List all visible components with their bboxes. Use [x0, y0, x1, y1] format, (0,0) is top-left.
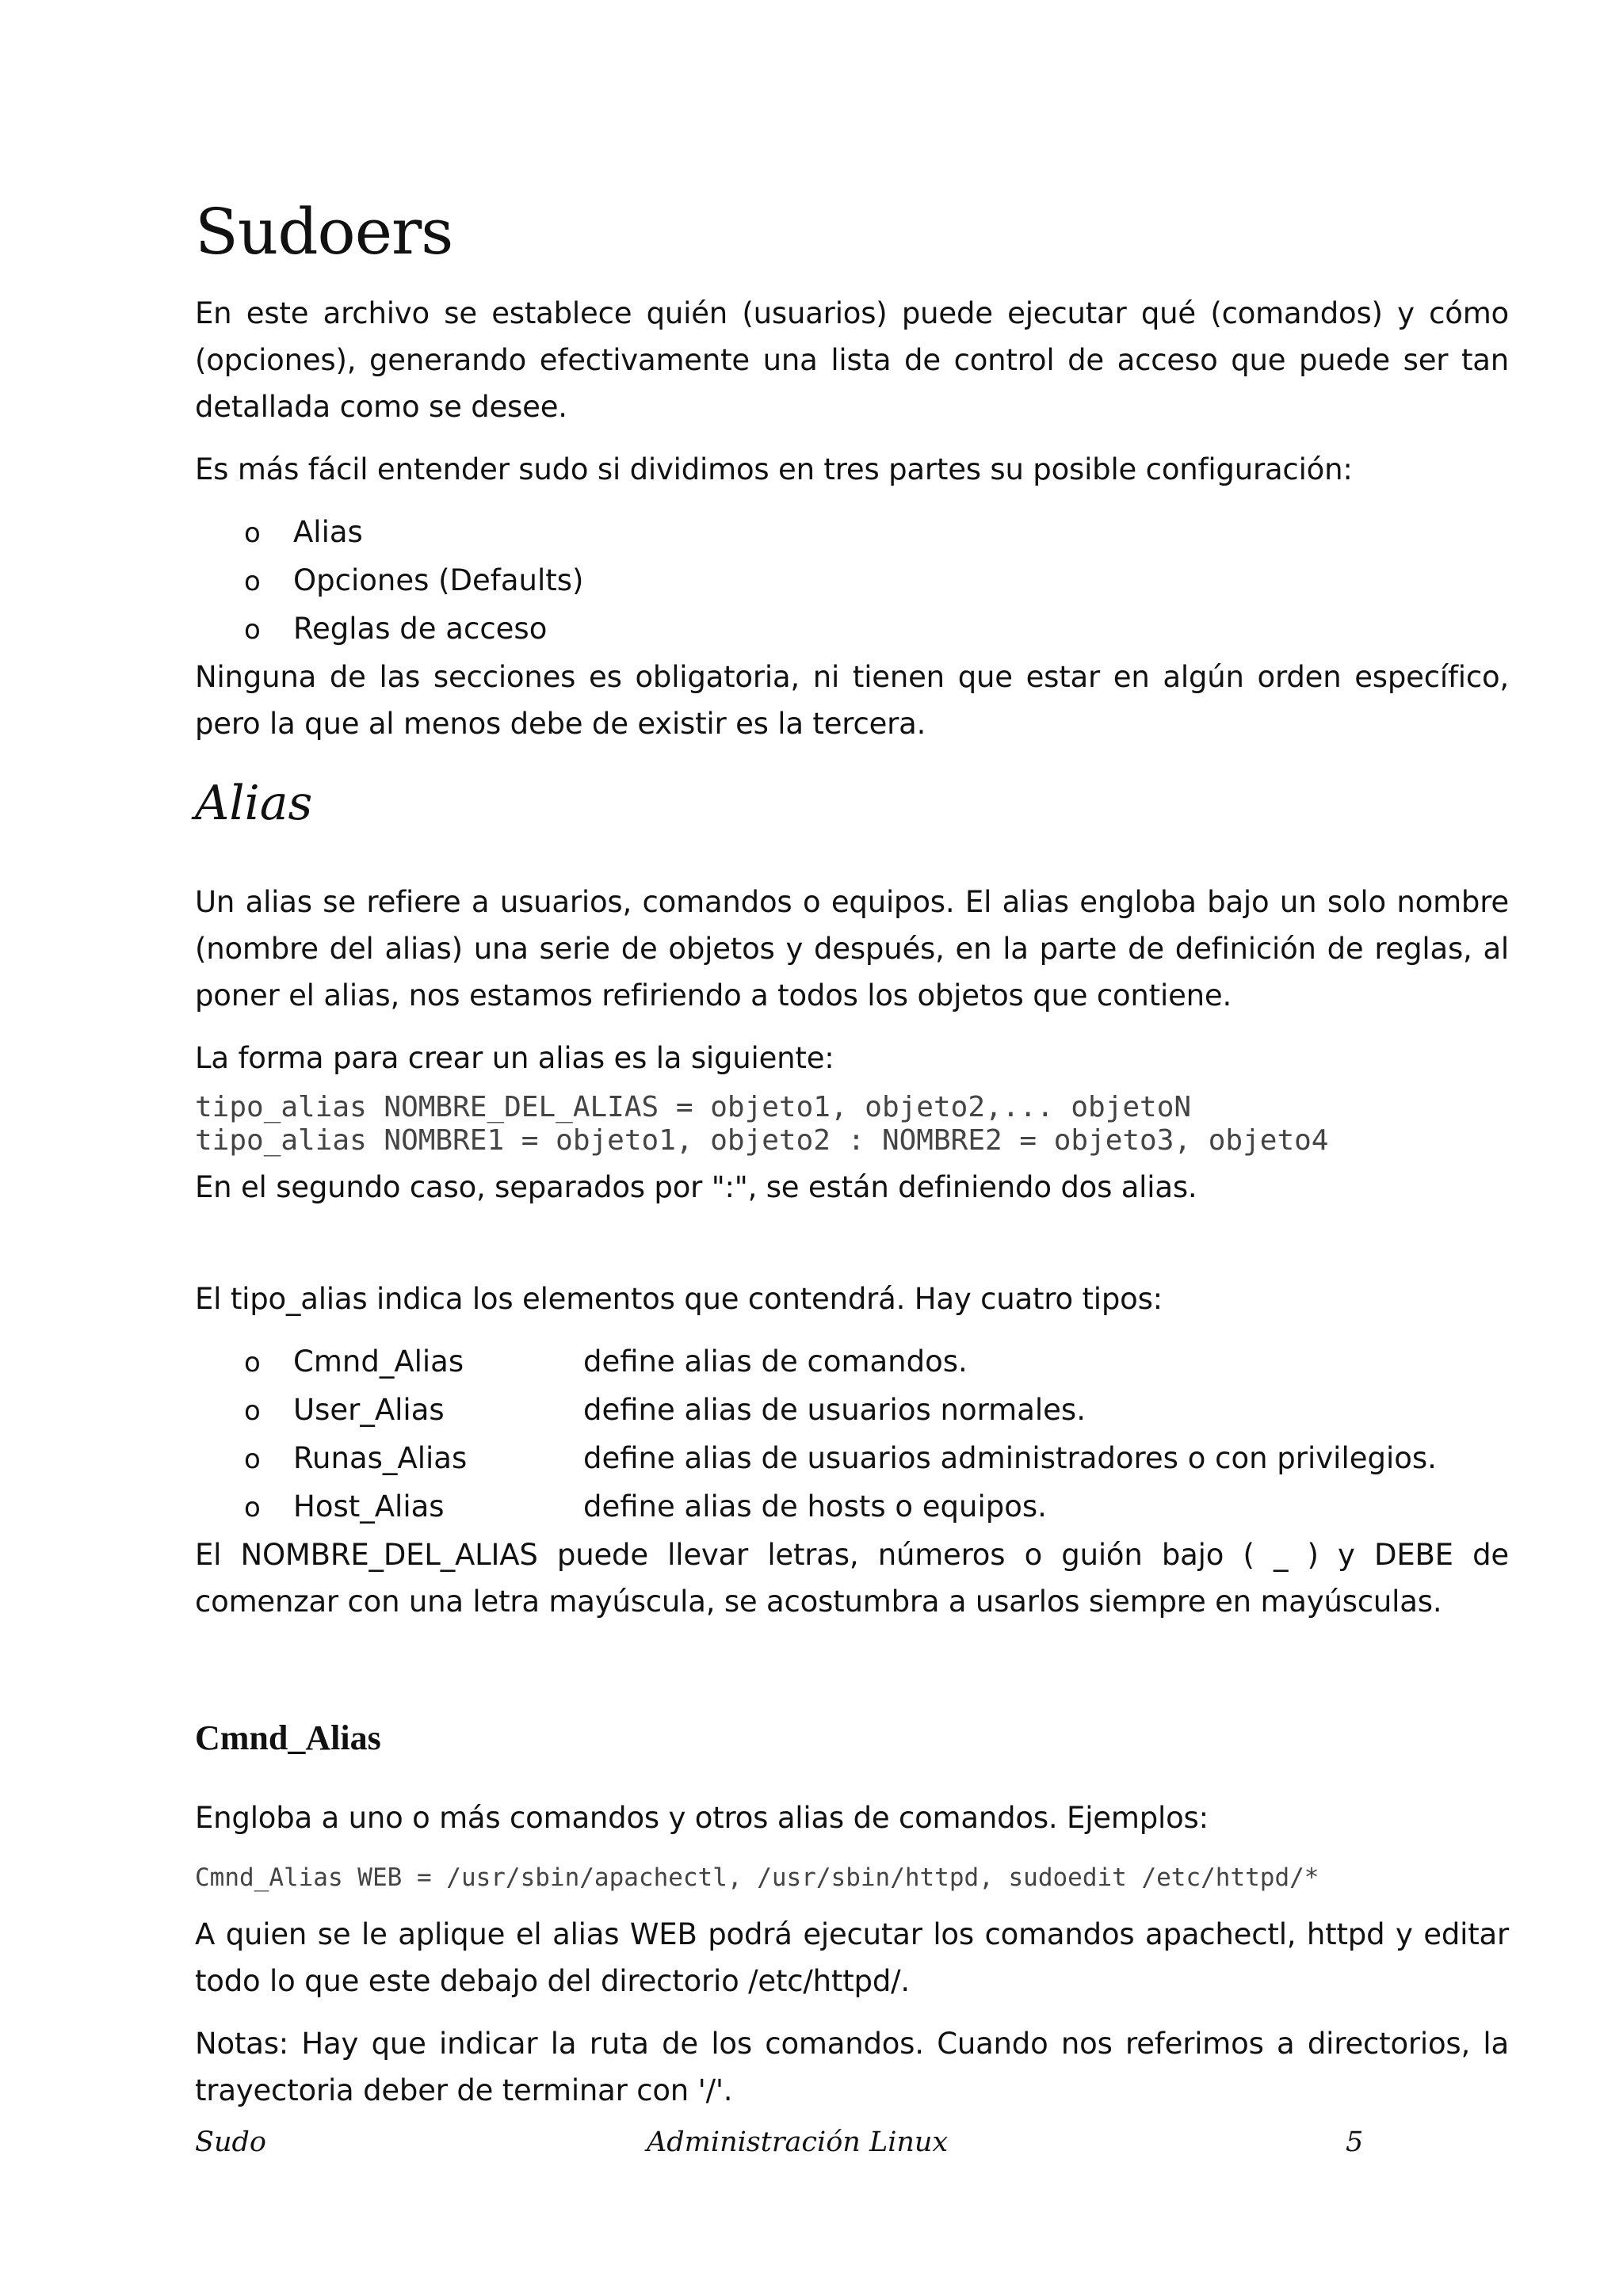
list-item — [195, 1338, 1509, 1386]
footer-center: Administración Linux — [647, 2126, 949, 2158]
bullet-marker: o — [244, 517, 261, 549]
list-item-label: Alias — [293, 515, 363, 549]
cmnd-alias-heading: Cmnd_Alias — [195, 1718, 381, 1757]
intro-paragraph-3: Ninguna de las secciones es obligatoria, ni tienen que estar en algún orden específico, pero la que al menos debe de existir es la tercera. — [195, 660, 1509, 741]
footer-left: Sudo — [195, 2126, 266, 2158]
cmnd-paragraph-3: Notas: Hay que indicar la ruta de los comandos. Cuando nos referimos a directorios, la trayectoria deber de terminar con '/'. — [195, 2027, 1509, 2107]
alias-type-name: User_Alias — [293, 1393, 445, 1427]
list-item — [195, 557, 1509, 605]
intro-paragraph-2: Es más fácil entender sudo si dividimos en tres partes su posible configuración: — [195, 452, 1353, 486]
bullet-marker: o — [244, 1444, 261, 1475]
alias-type-name: Runas_Alias — [293, 1441, 468, 1475]
cmnd-paragraph-2: A quien se le aplique el alias WEB podrá ejecutar los comandos apachectl, httpd y editar todo lo que este debajo del directorio /etc/httpd/. — [195, 1917, 1509, 1998]
alias-heading: Alias — [195, 776, 313, 831]
list-item — [195, 605, 1509, 654]
alias-type-name: Cmnd_Alias — [293, 1344, 464, 1379]
alias-paragraph-4: El tipo_alias indica los elementos que contendrá. Hay cuatro tipos: — [195, 1282, 1163, 1316]
intro-paragraph-1: En este archivo se establece quién (usuarios) puede ejecutar qué (comandos) y cómo (opciones), generando efectivamente una lista de control de acceso que puede ser tan detallada como se desee. — [195, 296, 1509, 424]
bullet-marker: o — [244, 566, 261, 597]
list-item — [195, 1386, 1509, 1435]
bullet-marker: o — [244, 1395, 261, 1427]
bullet-marker: o — [244, 614, 261, 646]
alias-paragraph-3: En el segundo caso, separados por ":", se están definiendo dos alias. — [195, 1170, 1197, 1204]
list-item-label: Reglas de acceso — [293, 612, 548, 646]
page-title: Sudoers — [195, 195, 453, 269]
cmnd-paragraph-1: Engloba a uno o más comandos y otros alias de comandos. Ejemplos: — [195, 1801, 1209, 1835]
alias-type-name: Host_Alias — [293, 1489, 445, 1524]
alias-type-desc: define alias de comandos. — [583, 1344, 968, 1379]
sections-list — [195, 509, 1509, 654]
alias-code-line-2: tipo_alias NOMBRE1 = objeto1, objeto2 : NOMBRE2 = objeto3, objeto4 — [195, 1124, 1329, 1157]
page-number: 5 — [1346, 2126, 1364, 2158]
alias-code-line-1: tipo_alias NOMBRE_DEL_ALIAS = objeto1, objeto2,... objetoN — [195, 1091, 1192, 1123]
list-item-label: Opciones (Defaults) — [293, 563, 584, 597]
alias-type-desc: define alias de usuarios normales. — [583, 1393, 1086, 1427]
list-item — [195, 1435, 1509, 1483]
alias-paragraph-2: La forma para crear un alias es la siguiente: — [195, 1041, 834, 1075]
list-item — [195, 509, 1509, 557]
alias-paragraph-1: Un alias se refiere a usuarios, comandos o equipos. El alias engloba bajo un solo nombre (nombre del alias) una serie de objetos y después, en la parte de definición de reglas, al poner el alias, nos estamos refiriendo a todos los objetos que contiene. — [195, 885, 1509, 1013]
list-item — [195, 1483, 1509, 1531]
page-footer — [195, 2126, 1368, 2166]
alias-paragraph-5: El NOMBRE_DEL_ALIAS puede llevar letras, números o guión bajo ( _ ) y DEBE de comenzar con una letra mayúscula, se acostumbra a usarlos siempre en mayúsculas. — [195, 1538, 1509, 1619]
bullet-marker: o — [244, 1492, 261, 1524]
bullet-marker: o — [244, 1347, 261, 1379]
alias-type-desc: define alias de usuarios administradores o con privilegios. — [583, 1441, 1437, 1475]
alias-type-desc: define alias de hosts o equipos. — [583, 1489, 1047, 1524]
spacer — [195, 1211, 1509, 1276]
alias-types-list — [195, 1338, 1509, 1531]
page-content — [195, 196, 1509, 2114]
cmnd-code-example: Cmnd_Alias WEB = /usr/sbin/apachectl, /usr/sbin/httpd, sudoedit /etc/httpd/* — [195, 1863, 1319, 1892]
